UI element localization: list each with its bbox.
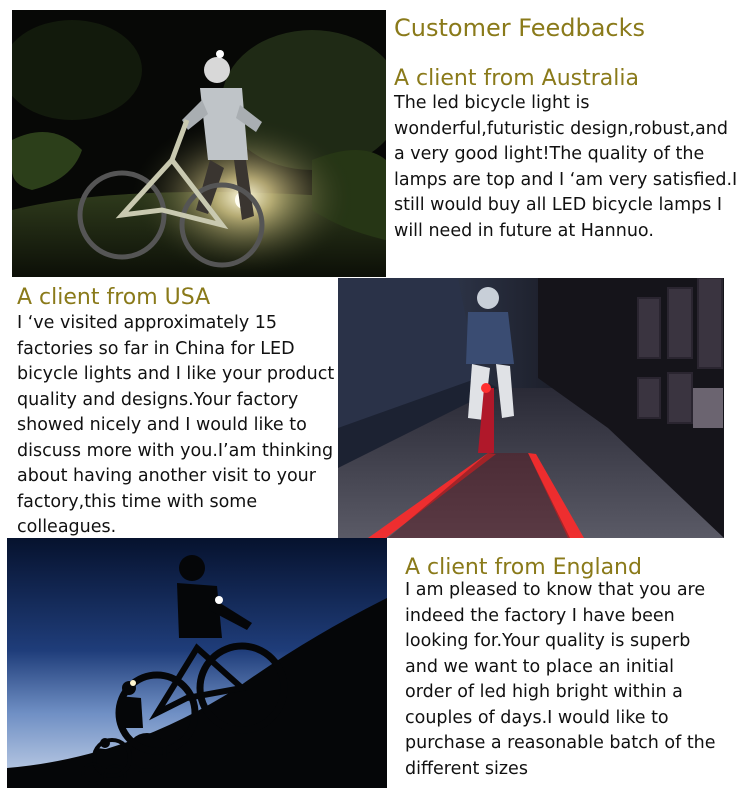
feedback-text-england: I am pleased to know that you are indeed the factory I have been looking for.Your quality is superb and we want to place an initial order of led high bright within a couples of days.I would like to purchase a reasonable batch of the different sizes [405,580,716,779]
laser-lane-cyclist-photo [338,278,724,538]
feedback-text-usa: I ‘ve visited approximately 15 factories so far in China for LED bicycle lights and I like your product quality and designs.Your factory showed nicely and I would like to discuss more with you.I’am thinking about having another visit to your factory,this time with some colleagues. [17,313,335,537]
mountain-biker-photo [12,10,386,277]
feedback-text-australia: The led bicycle light is wonderful,futuristic design,robust,and a very good light!The quality of the lamps are top and I ‘am very satisfied.I still would buy all LED bicycle lamps I will need in future at Hannuo. [394,93,738,241]
dusk-cyclists-photo [7,538,387,788]
feedback-heading-australia: A client from Australia [394,66,639,91]
feedback-heading-england: A client from England [405,555,642,580]
page-title: Customer Feedbacks [394,14,646,42]
feedback-heading-usa: A client from USA [17,285,211,310]
